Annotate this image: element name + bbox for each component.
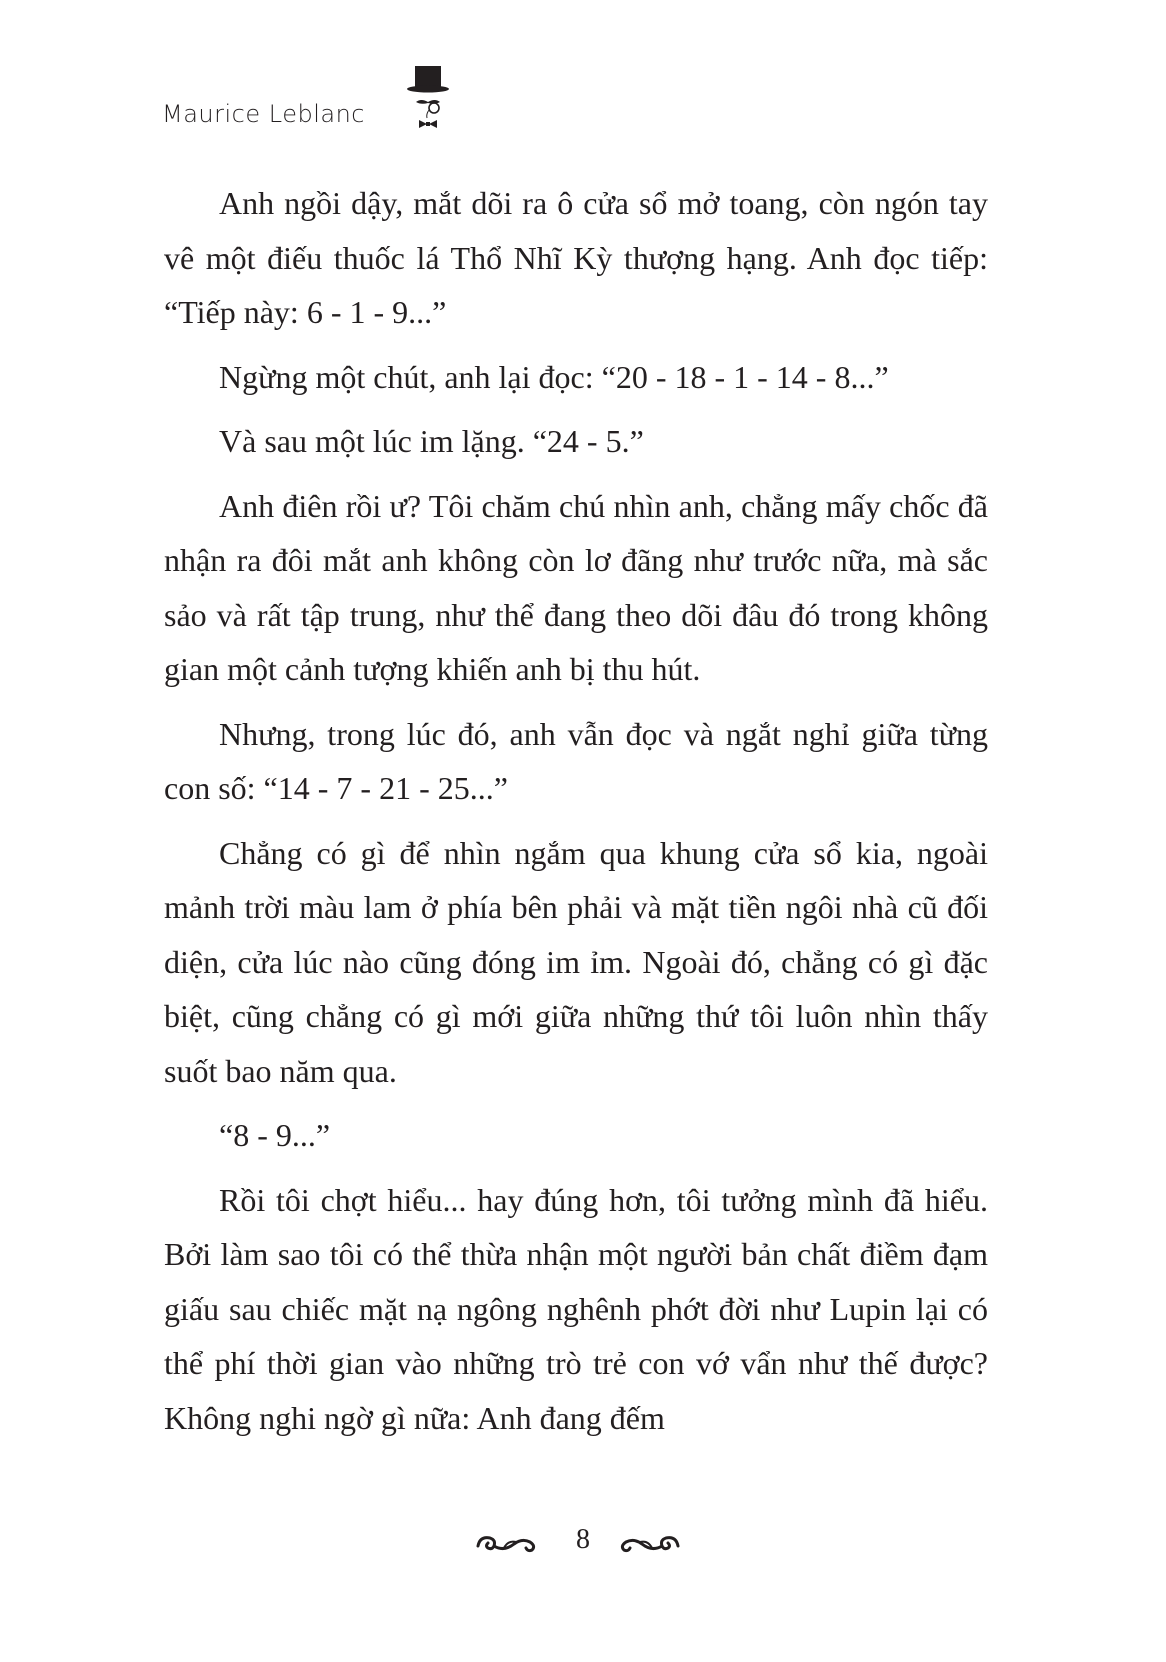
paragraph: Anh ngồi dậy, mắt dõi ra ô cửa sổ mở toang, còn ngón tay vê một điếu thuốc lá Thổ Nhĩ Kỳ thượng hạng. Anh đọc tiếp: “Tiếp này: 6 - 1 - 9...”: [164, 185, 988, 330]
swirl-ornament-left-icon: [474, 1530, 540, 1556]
page-footer: [0, 1520, 1166, 1560]
swirl-ornament-right-icon: [616, 1530, 682, 1556]
running-header: [162, 64, 482, 144]
paragraph: “8 - 9...”: [219, 1117, 331, 1153]
paragraph: Chẳng có gì để nhìn ngắm qua khung cửa sổ kia, ngoài mảnh trời màu lam ở phía bên phải và mặt tiền ngôi nhà cũ đối diện, cửa lúc nào cũng đóng im ỉm. Ngoài đó, chẳng có gì đặc biệt, cũng chẳng có gì mới giữa những thứ tôi luôn nhìn thấy suốt bao năm qua.: [164, 834, 988, 1089]
paragraph: Anh điên rồi ư? Tôi chăm chú nhìn anh, chẳng mấy chốc đã nhận ra đôi mắt anh không còn lơ đãng như trước nữa, mà sắc sảo và rất tập trung, như thể đang theo dõi đâu đó trong không gian một cảnh tượng khiến anh bị thu hút.: [164, 487, 988, 687]
page-number: 8: [576, 1524, 590, 1555]
author-name: Maurice Leblanc: [162, 100, 365, 128]
paragraph: Ngừng một chút, anh lại đọc: “20 - 18 - 1 - 14 - 8...”: [219, 358, 889, 395]
paragraph: Rồi tôi chợt hiểu... hay đúng hơn, tôi tưởng mình đã hiểu. Bởi làm sao tôi có thể thừa nhận một người bản chất điềm đạm giấu sau chiếc mặt nạ ngông nghênh phớt đời như Lupin lại có thể phí thời gian vào những trò trẻ con vớ vẩn như thế được? Không nghi ngờ gì nữa: Anh đang đếm: [164, 1181, 988, 1436]
paragraph: Và sau một lúc im lặng. “24 - 5.”: [219, 423, 644, 459]
body-text: [164, 176, 988, 1455]
paragraph: Nhưng, trong lúc đó, anh vẫn đọc và ngắt nghỉ giữa từng con số: “14 - 7 - 21 - 25...”: [164, 715, 988, 806]
top-hat-logo-icon: [404, 64, 452, 136]
